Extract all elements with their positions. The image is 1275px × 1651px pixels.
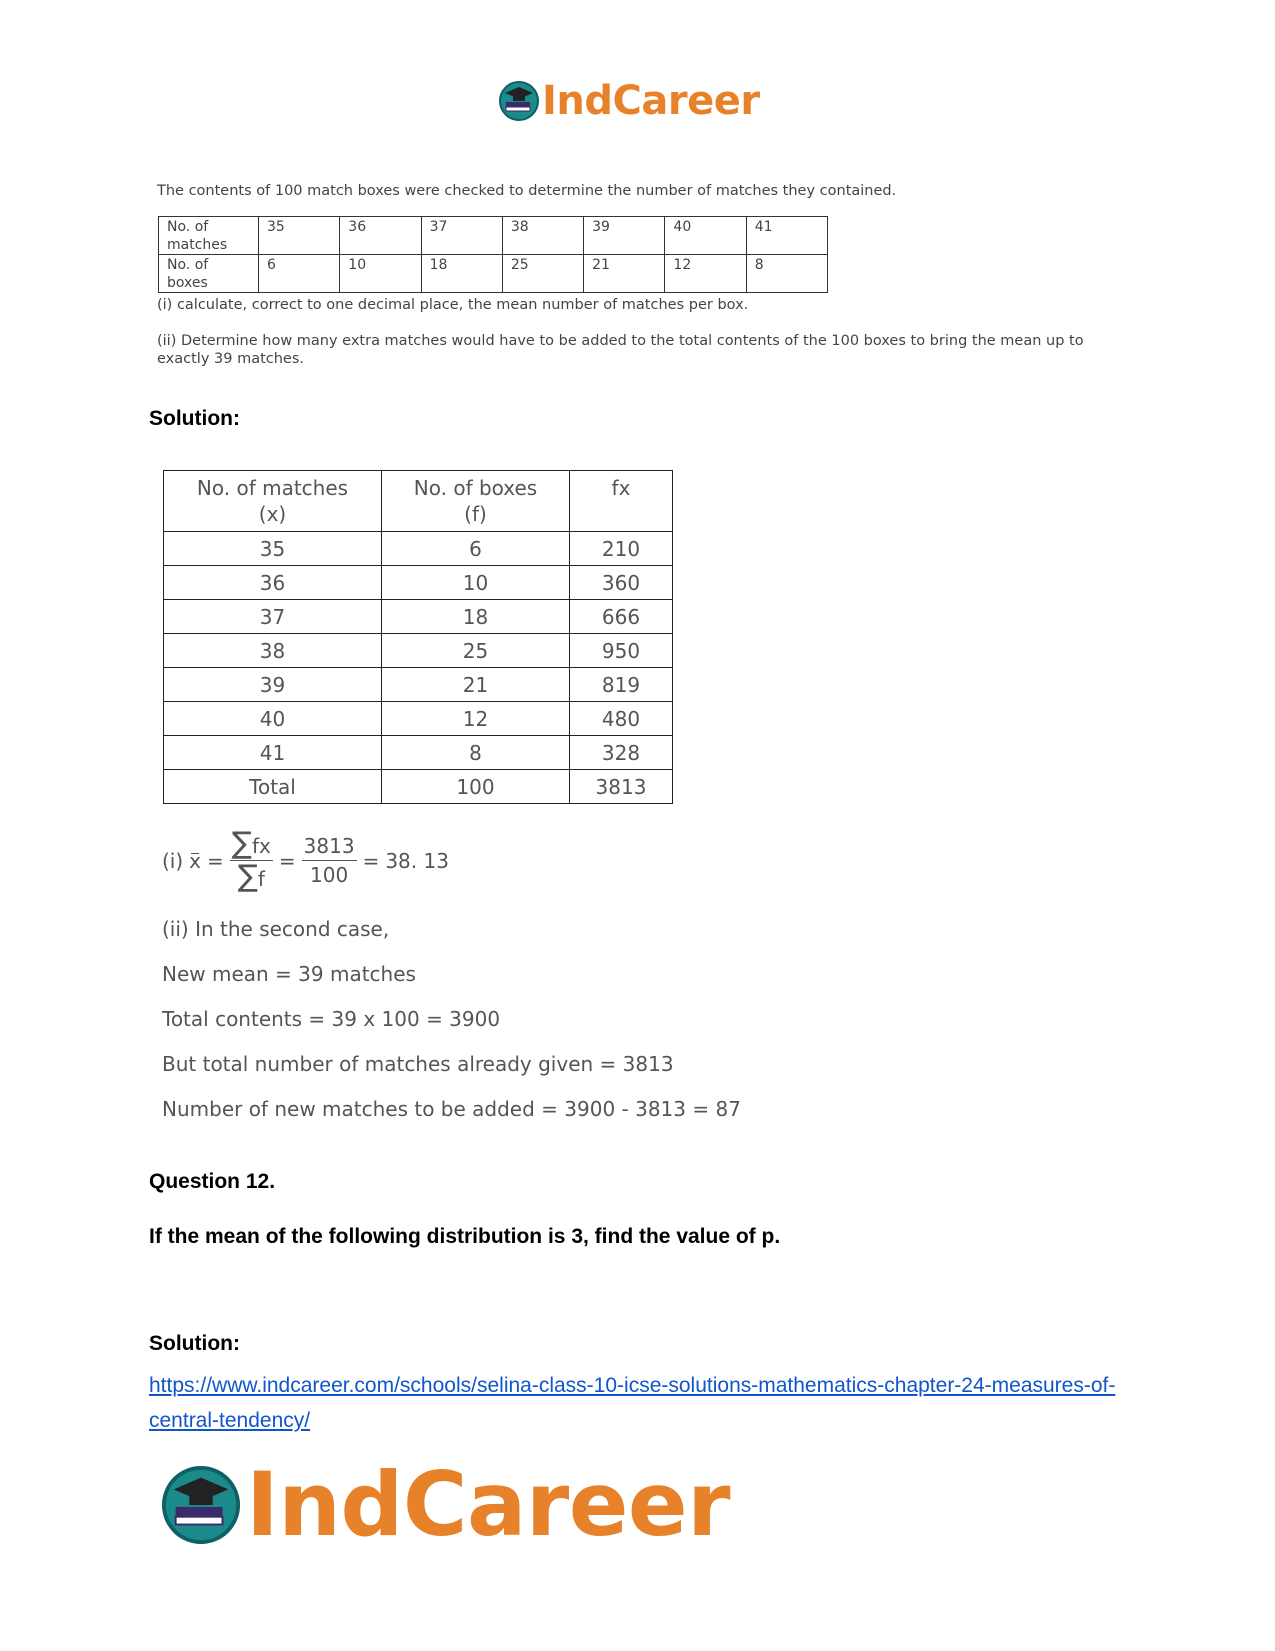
table-row xyxy=(164,702,673,736)
table-cell: 37 xyxy=(164,600,382,634)
sigma-fraction xyxy=(230,826,273,894)
table-cell: 100 xyxy=(382,770,570,804)
header-logo xyxy=(498,78,760,124)
table-cell: 39 xyxy=(584,217,665,255)
table-header-row xyxy=(164,471,673,532)
table-cell: 210 xyxy=(570,532,673,566)
table-cell: 18 xyxy=(382,600,570,634)
solution-heading: Solution: xyxy=(149,1332,240,1355)
table-cell: 666 xyxy=(570,600,673,634)
table-cell: Total xyxy=(164,770,382,804)
table-cell: 37 xyxy=(421,217,502,255)
table-row xyxy=(164,634,673,668)
sigma-numerator-text: fx xyxy=(252,834,271,858)
column-header-fx xyxy=(570,471,673,532)
solution-table xyxy=(163,470,673,804)
formula-result: 38. 13 xyxy=(385,848,449,873)
table-cell: 12 xyxy=(382,702,570,736)
question-table xyxy=(158,216,828,293)
table-cell: 10 xyxy=(382,566,570,600)
table-cell: 3813 xyxy=(570,770,673,804)
table-cell: 38 xyxy=(502,217,583,255)
header-line: No. of boxes xyxy=(413,476,538,500)
table-row xyxy=(164,600,673,634)
solution-line: (ii) In the second case, xyxy=(162,917,390,941)
row-label-boxes: No. of boxes xyxy=(159,255,259,293)
solution-line: New mean = 39 matches xyxy=(162,962,416,986)
table-cell: 38 xyxy=(164,634,382,668)
footer-logo-text: IndCareer xyxy=(246,1453,731,1556)
table-cell: 6 xyxy=(259,255,340,293)
table-cell: 36 xyxy=(340,217,421,255)
graduation-cap-books-icon xyxy=(498,80,540,122)
table-cell: 21 xyxy=(584,255,665,293)
header-line: fx xyxy=(611,476,631,500)
formula-prefix: (i) xyxy=(162,848,184,873)
table-cell: 18 xyxy=(421,255,502,293)
table-cell: 41 xyxy=(164,736,382,770)
row-label-matches: No. of matches xyxy=(159,217,259,255)
table-total-row xyxy=(164,770,673,804)
question-part-1: (i) calculate, correct to one decimal place, the mean number of matches per box. xyxy=(157,297,749,313)
sigma-icon: ∑ xyxy=(237,859,258,894)
column-header-boxes xyxy=(382,471,570,532)
table-cell: 819 xyxy=(570,668,673,702)
header-line: (x) xyxy=(258,502,287,526)
header-line: No. of matches xyxy=(196,476,349,500)
table-cell: 25 xyxy=(502,255,583,293)
table-row xyxy=(164,566,673,600)
table-cell: 8 xyxy=(746,255,827,293)
formula-equals: = xyxy=(207,848,224,873)
table-row xyxy=(164,736,673,770)
mean-formula xyxy=(162,826,449,894)
header-logo-text: IndCareer xyxy=(542,78,760,124)
solution-line: But total number of matches already given = 3813 xyxy=(162,1052,674,1076)
solutions-link[interactable]: https://www.indcareer.com/schools/selina-class-10-icse-solutions-mathematics-chapter-24-measures-of-central-tendency/ xyxy=(149,1374,1116,1432)
sigma-numerator xyxy=(230,826,273,861)
footer-logo xyxy=(160,1453,731,1556)
table-cell: 12 xyxy=(665,255,746,293)
table-row xyxy=(159,255,828,293)
header-line: (f) xyxy=(464,502,487,526)
table-cell: 21 xyxy=(382,668,570,702)
question-text: If the mean of the following distribution is 3, find the value of p. xyxy=(149,1225,781,1248)
table-cell: 35 xyxy=(164,532,382,566)
column-header-matches xyxy=(164,471,382,532)
x-bar-symbol: x xyxy=(189,848,202,873)
table-cell: 10 xyxy=(340,255,421,293)
question-intro: The contents of 100 match boxes were checked to determine the number of matches they contained. xyxy=(157,183,897,199)
sigma-denominator xyxy=(237,859,265,894)
table-cell: 950 xyxy=(570,634,673,668)
table-cell: 40 xyxy=(164,702,382,736)
table-cell: 360 xyxy=(570,566,673,600)
table-cell: 39 xyxy=(164,668,382,702)
table-cell: 480 xyxy=(570,702,673,736)
solution-heading: Solution: xyxy=(149,407,240,430)
formula-equals: = xyxy=(362,848,380,873)
fraction-numerator: 3813 xyxy=(302,834,357,861)
solution-line: Number of new matches to be added = 3900 - 3813 = 87 xyxy=(162,1097,741,1121)
table-cell: 328 xyxy=(570,736,673,770)
table-cell: 35 xyxy=(259,217,340,255)
table-cell: 25 xyxy=(382,634,570,668)
table-cell: 41 xyxy=(746,217,827,255)
table-row xyxy=(159,217,828,255)
table-cell: 6 xyxy=(382,532,570,566)
table-row xyxy=(164,532,673,566)
sigma-denominator-text: f xyxy=(257,867,265,891)
fraction-denominator: 100 xyxy=(310,863,349,887)
table-cell: 40 xyxy=(665,217,746,255)
value-fraction xyxy=(302,834,357,887)
table-cell: 8 xyxy=(382,736,570,770)
table-row xyxy=(164,668,673,702)
table-cell: 36 xyxy=(164,566,382,600)
sigma-icon: ∑ xyxy=(231,826,252,861)
solution-line: Total contents = 39 x 100 = 3900 xyxy=(162,1007,501,1031)
question-part-2: (ii) Determine how many extra matches would have to be added to the total contents of the 100 boxes to bring the mean up to exactly 39 matches. xyxy=(157,333,1084,367)
graduation-cap-books-icon xyxy=(160,1464,242,1546)
question-heading: Question 12. xyxy=(149,1170,276,1193)
formula-equals: = xyxy=(278,848,296,873)
